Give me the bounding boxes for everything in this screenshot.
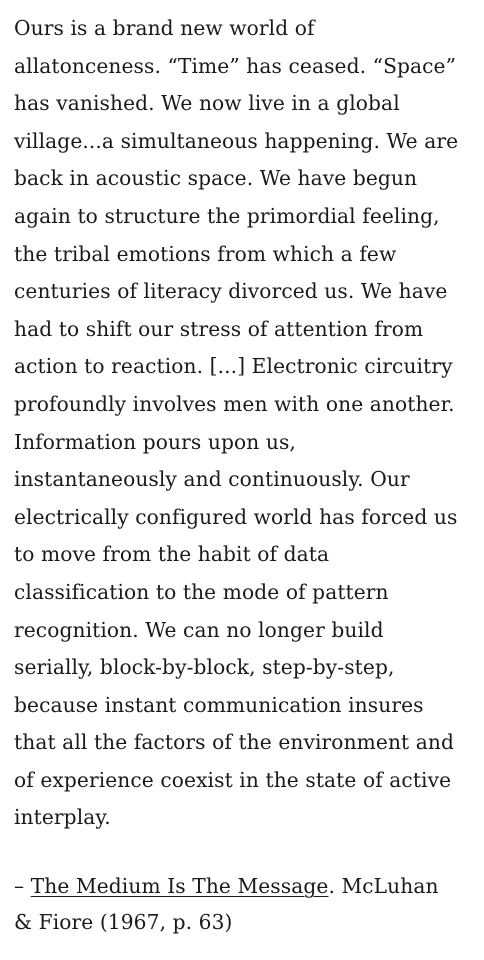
citation-line-2: & Fiore (1967, p. 63) [14, 910, 233, 934]
quote-line: interplay. [14, 805, 111, 830]
citation [14, 868, 478, 940]
citation-dash: – [14, 874, 31, 898]
quote-line: had to shift our stress of attention from [14, 316, 424, 341]
quote-line: recognition. We can no longer build [14, 617, 384, 642]
quote-line: profoundly involves men with one another. [14, 391, 455, 416]
quote-line: centuries of literacy divorced us. We have [14, 279, 448, 304]
quote-line: again to structure the primordial feeling, [14, 203, 440, 228]
quote-line: the tribal emotions from which a few [14, 241, 397, 266]
quote-line: has vanished. We now live in a global [14, 91, 400, 116]
quote-line: village...a simultaneous happening. We are [14, 128, 459, 153]
quote-text [14, 10, 478, 837]
quote-line: serially, block-by-block, step-by-step, [14, 655, 395, 680]
quote-line: electrically configured world has forced us [14, 504, 458, 529]
citation-authors: . McLuhan [328, 874, 439, 898]
book-title-link[interactable]: The Medium Is The Message [30, 874, 329, 898]
quote-line: classification to the mode of pattern [14, 579, 389, 604]
quote-line: action to reaction. [...] Electronic circuitry [14, 354, 453, 379]
citation-line-1 [14, 868, 478, 904]
quote-line: allatonceness. “Time” has ceased. “Space” [14, 53, 457, 78]
quote-line: of experience coexist in the state of active [14, 767, 452, 792]
quote-line: Ours is a brand new world of [14, 16, 315, 40]
quote-line: that all the factors of the environment and [14, 730, 455, 755]
quote-line: because instant communication insures [14, 692, 424, 717]
quote-line: to move from the habit of data [14, 542, 330, 567]
quote-line: back in acoustic space. We have begun [14, 166, 418, 191]
quote-line: instantaneously and continuously. Our [14, 467, 410, 492]
quote-line: Information pours upon us, [14, 429, 296, 454]
